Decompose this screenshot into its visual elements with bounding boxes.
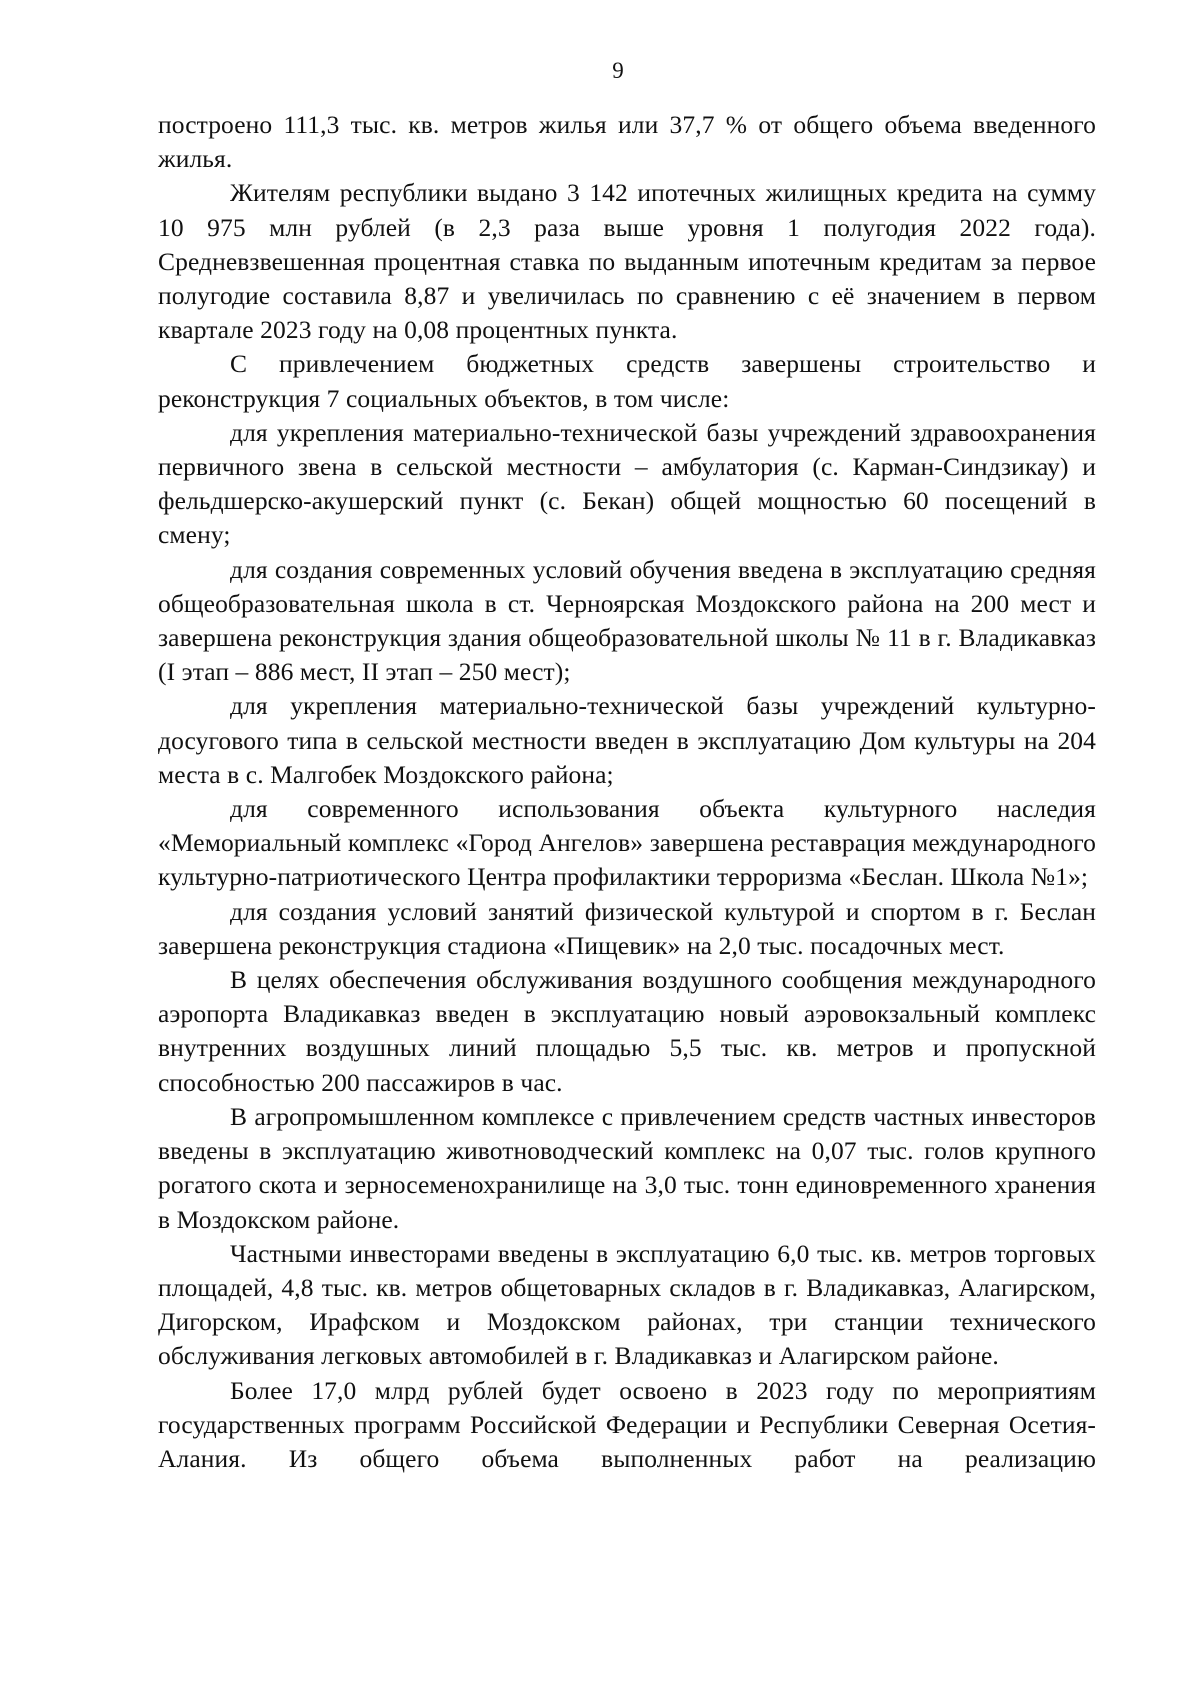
paragraph-education: для создания современных условий обучения введена в эксплуатацию средняя общеобразовательная школа в ст. Черноярская Моздокского района на 200 мест и завершена реконструкция здания общеобразовательной школы № 11 в г. Владикавказ (I этап – 886 мест, II этап – 250 мест); xyxy=(158,554,1096,687)
paragraph-social-objects-intro: С привлечением бюджетных средств завершены строительство и реконструкция 7 социальных объектов, в том числе: xyxy=(158,349,1096,413)
paragraph-state-programs: Более 17,0 млрд рублей будет освоено в 2023 году по мероприятиям государственных программ Российской Федерации и Республики Северная Осетия-Алания. Из общего объема выполненных работ на реализацию xyxy=(158,1375,1096,1473)
paragraph-memorial-complex: для современного использования объекта культурного наследия «Мемориальный комплекс «Город Ангелов» завершена реставрация международного культурно-патриотического Центра профилактики терроризма «Беслан. Школа №1»; xyxy=(158,794,1096,892)
paragraph-agriculture: В агропромышленном комплексе с привлечением средств частных инвесторов введены в эксплуатацию животноводческий комплекс на 0,07 тыс. голов крупного рогатого скота и зерносеменохранилище на 3,0 тыс. тонн единовременного хранения в Моздокском районе. xyxy=(158,1101,1096,1234)
paragraph-culture-house: для укрепления материально-технической базы учреждений культурно-досугового типа в сельской местности введен в эксплуатацию Дом культуры на 204 места в с. Малгобек Моздокского района; xyxy=(158,691,1096,789)
page-number: 9 xyxy=(612,58,624,83)
paragraph-airport: В целях обеспечения обслуживания воздушного сообщения международного аэропорта Владикавказ введен в эксплуатацию новый аэровокзальный комплекс внутренних воздушных линий площадью 5,5 тыс. кв. метров и пропускной способностью 200 пассажиров в час. xyxy=(158,965,1096,1097)
document-body xyxy=(158,108,1096,1476)
paragraph-stadium: для создания условий занятий физической культурой и спортом в г. Беслан завершена реконструкция стадиона «Пищевик» на 2,0 тыс. посадочных мест. xyxy=(158,896,1096,960)
paragraph-healthcare: для укрепления материально-технической базы учреждений здравоохранения первичного звена в сельской местности – амбулатория (с. Карман-Синдзикау) и фельдшерско-акушерский пункт (с. Бекан) общей мощностью 60 посещений в смену; xyxy=(158,417,1096,550)
paragraph-private-investors: Частными инвесторами введены в эксплуатацию 6,0 тыс. кв. метров торговых площадей, 4,8 тыс. кв. метров общетоварных складов в г. Владикавказ, Алагирском, Дигорском, Ирафском и Моздокском районах, три станции технического обслуживания легковых автомобилей в г. Владикавказ и Алагирском районе. xyxy=(158,1238,1096,1371)
paragraph-housing-share: построено 111,3 тыс. кв. метров жилья или 37,7 % от общего объема введенного жилья. xyxy=(158,110,1096,174)
paragraph-mortgage-loans: Жителям республики выдано 3 142 ипотечных жилищных кредита на сумму 10 975 млн рублей (в 2,3 раза выше уровня 1 полугодия 2022 года). Средневзвешенная процентная ставка по выданным ипотечным кредитам за первое полугодие составила 8,87 и увеличилась по сравнению с её значением в первом квартале 2023 году на 0,08 процентных пункта. xyxy=(158,178,1096,345)
